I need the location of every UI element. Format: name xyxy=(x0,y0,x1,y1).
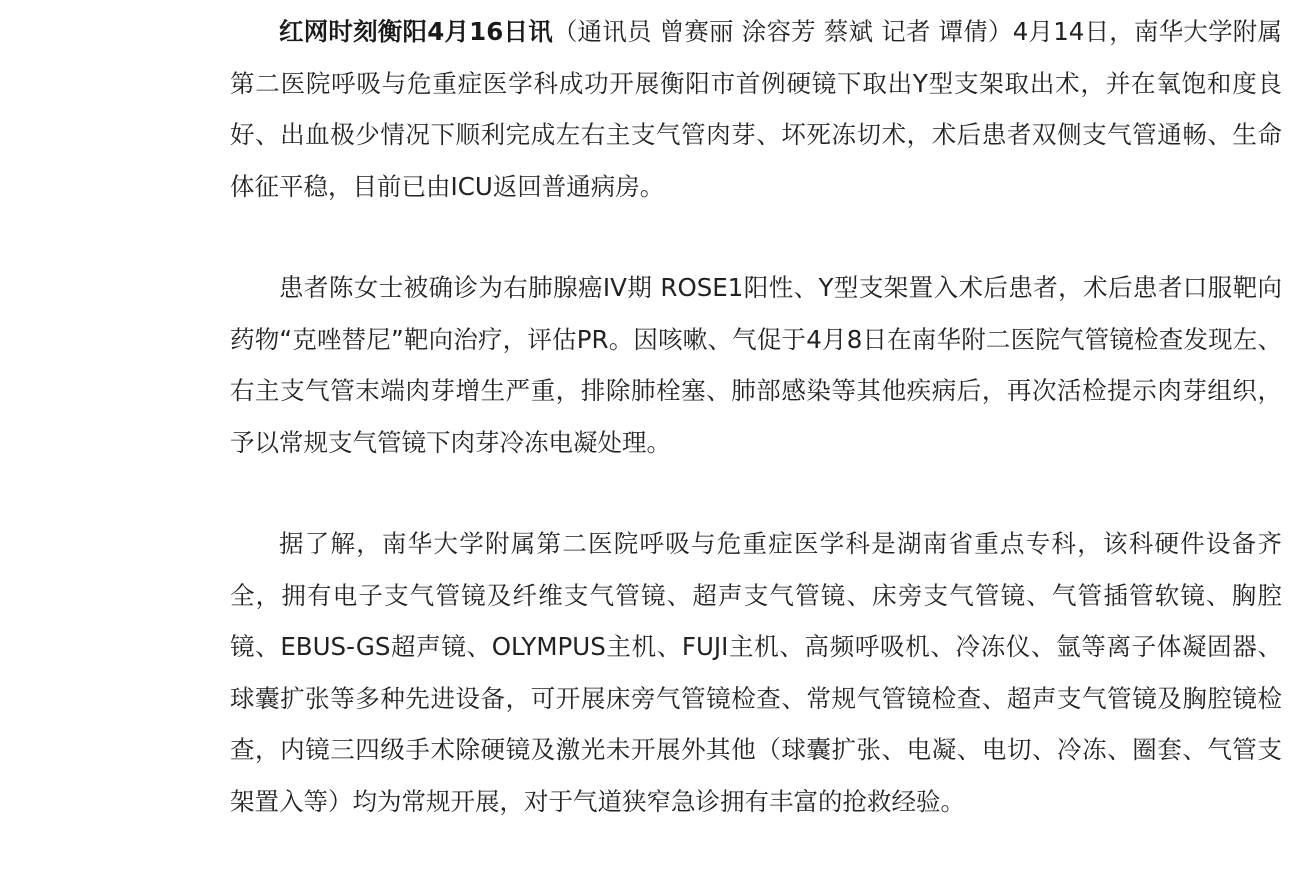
article-paragraph-1 xyxy=(230,6,1282,212)
paragraph-1-text: （通讯员 曾赛丽 涂容芳 蔡斌 记者 谭倩）4月14日，南华大学附属第二医院呼吸与危重症医学科成功开展衡阳市首例硬镜下取出Y型支架取出术，并在氧饱和度良好、出血极少情况下顺利完成左右主支气管肉芽、坏死冻切术，术后患者双侧支气管通畅、生命体征平稳，目前已由ICU返回普通病房。 xyxy=(230,17,1283,201)
article-body xyxy=(230,6,1282,827)
article-paragraph-3: 据了解，南华大学附属第二医院呼吸与危重症医学科是湖南省重点专科，该科硬件设备齐全，拥有电子支气管镜及纤维支气管镜、超声支气管镜、床旁支气管镜、气管插管软镜、胸腔镜、EBUS-GS超声镜、OLYMPUS主机、FUJI主机、高频呼吸机、冷冻仪、氩等离子体凝固器、球囊扩张等多种先进设备，可开展床旁气管镜检查、常规气管镜检查、超声支气管镜及胸腔镜检查，内镜三四级手术除硬镜及激光未开展外其他（球囊扩张、电凝、电切、冷冻、圈套、气管支架置入等）均为常规开展，对于气道狭窄急诊拥有丰富的抢救经验。 xyxy=(230,529,1282,816)
article-paragraph-2: 患者陈女士被确诊为右肺腺癌IV期 ROSE1阳性、Y型支架置入术后患者，术后患者口服靶向药物“克唑替尼”靶向治疗，评估PR。因咳嗽、气促于4月8日在南华附二医院气管镜检查发现左、右主支气管末端肉芽增生严重，排除肺栓塞、肺部感染等其他疾病后，再次活检提示肉芽组织，予以常规支气管镜下肉芽冷冻电凝处理。 xyxy=(230,273,1282,457)
dateline: 红网时刻衡阳4月16日讯 xyxy=(279,17,553,46)
